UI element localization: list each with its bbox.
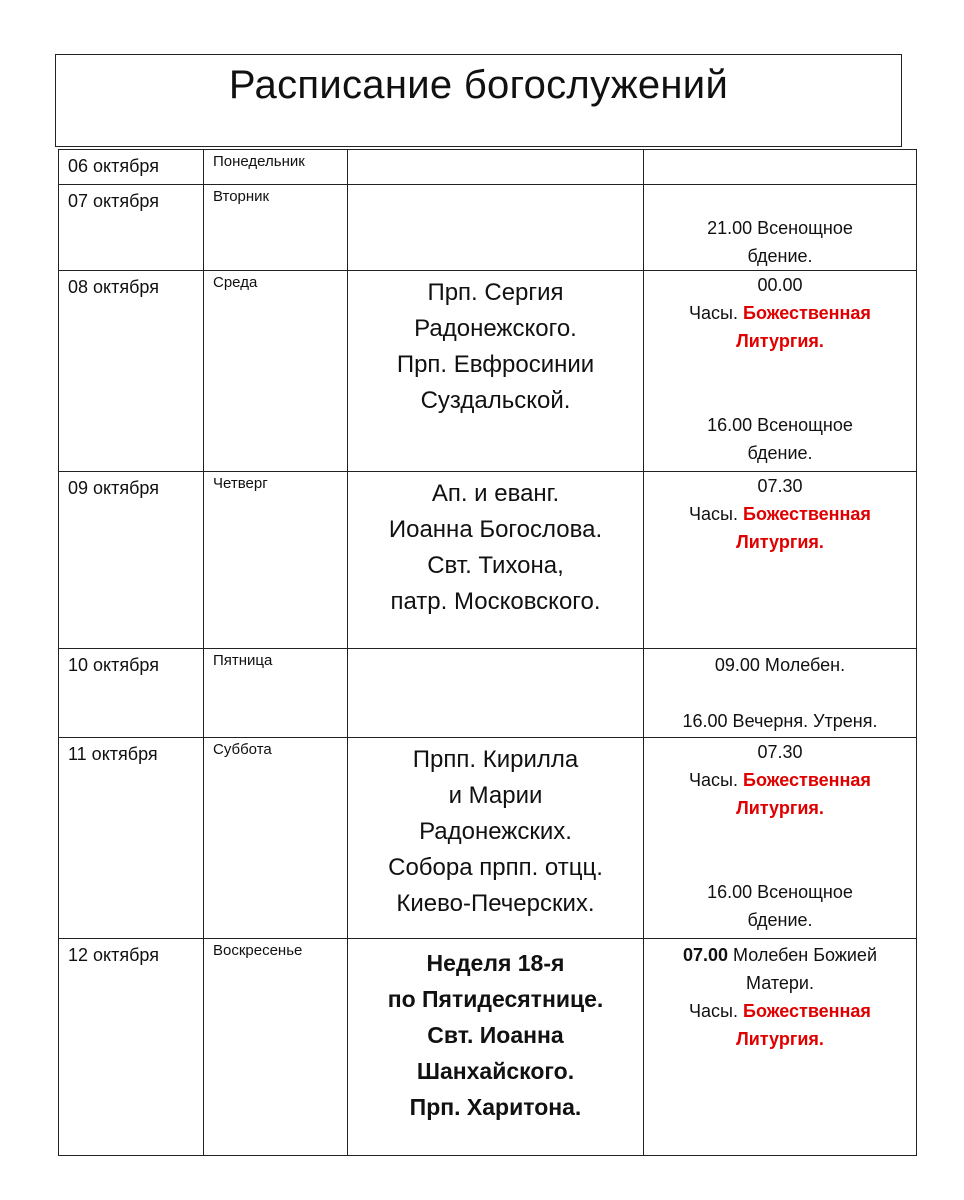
weekday-cell: Воскресенье [204,939,348,1156]
table-row [59,649,917,738]
feast-line: Радонежских. [419,818,572,845]
services-cell [644,472,917,649]
feast-line: Прп. Харитона. [409,1094,582,1120]
liturgy-label: Божественная [743,770,871,790]
feast-line: Суздальской. [420,387,571,414]
feast-line: Ап. и еванг. [431,480,560,507]
liturgy-label: Божественная [743,504,871,524]
feast-line: Прп. Сергия [427,279,564,306]
feast-line: патр. Московского. [390,588,601,615]
feast-line: Свт. Тихона, [427,552,564,579]
services-cell [644,150,917,185]
date-cell: 12 октября [59,939,204,1156]
liturgy-label: Литургия. [736,331,824,351]
service-line: 16.00 Всенощное [707,882,853,902]
hours-label: Часы. [689,1001,738,1021]
liturgy-label: Литургия. [736,798,824,818]
date-cell: 09 октября [59,472,204,649]
table-row [59,472,917,649]
service-line [644,997,916,1025]
service-line: 21.00 Всенощное [707,218,853,238]
liturgy-label: Божественная [743,1001,871,1021]
liturgy-label: Литургия. [736,532,824,552]
date-cell: 08 октября [59,271,204,472]
feast-cell [348,271,644,472]
table-row [59,271,917,472]
service-line [644,766,916,794]
services-cell [644,271,917,472]
services-cell [644,185,917,271]
weekday-cell: Вторник [204,185,348,271]
service-line: Матери. [746,973,814,993]
liturgy-label: Божественная [743,303,871,323]
service-line: бдение. [747,246,813,266]
feast-cell [348,472,644,649]
feast-line: Иоанна Богослова. [388,516,603,543]
service-time: 07.30 [757,742,803,762]
feast-line: Прпп. Кирилла [412,746,579,773]
feast-line: Собора прпп. отцц. [388,854,603,881]
service-line [644,299,916,327]
feast-line: Шанхайского. [416,1058,575,1084]
schedule-table [58,149,917,1156]
date-cell: 11 октября [59,738,204,939]
service-time: 07.30 [757,476,803,496]
services-cell [644,939,917,1156]
feast-line: Свт. Иоанна [427,1022,564,1048]
service-time: 07.00 [682,945,729,965]
services-cell [644,738,917,939]
weekday-cell: Среда [204,271,348,472]
table-row [59,738,917,939]
hours-label: Часы. [689,504,738,524]
service-line: 16.00 Вечерня. Утреня. [682,711,878,731]
feast-line: Радонежского. [414,315,577,342]
moleben-label: Молебен Божией [728,945,877,965]
service-line: 09.00 Молебен. [714,655,846,675]
service-time: 00.00 [757,275,803,295]
date-cell: 07 октября [59,185,204,271]
date-cell: 10 октября [59,649,204,738]
feast-cell [348,185,644,271]
feast-cell [348,939,644,1156]
date-cell: 06 октября [59,150,204,185]
services-cell [644,649,917,738]
service-line [644,500,916,528]
feast-line: по Пятидесятнице. [387,986,604,1012]
feast-line: Киево-Печерских. [396,890,595,917]
weekday-cell: Суббота [204,738,348,939]
feast-cell [348,150,644,185]
weekday-cell: Четверг [204,472,348,649]
service-line [644,941,916,969]
title-box [55,54,902,147]
service-line: бдение. [747,910,813,930]
page-title: Расписание богослужений [228,63,729,107]
hours-label: Часы. [689,770,738,790]
liturgy-label: Литургия. [736,1029,824,1049]
feast-line: Неделя 18-я [426,950,565,976]
feast-line: и Марии [448,782,543,809]
table-row [59,185,917,271]
table-row [59,939,917,1156]
feast-line: Прп. Евфросинии [396,351,595,378]
service-line: бдение. [747,443,813,463]
table-row [59,150,917,185]
hours-label: Часы. [689,303,738,323]
weekday-cell: Пятница [204,649,348,738]
weekday-cell: Понедельник [204,150,348,185]
feast-cell [348,649,644,738]
feast-cell [348,738,644,939]
service-line: 16.00 Всенощное [707,415,853,435]
